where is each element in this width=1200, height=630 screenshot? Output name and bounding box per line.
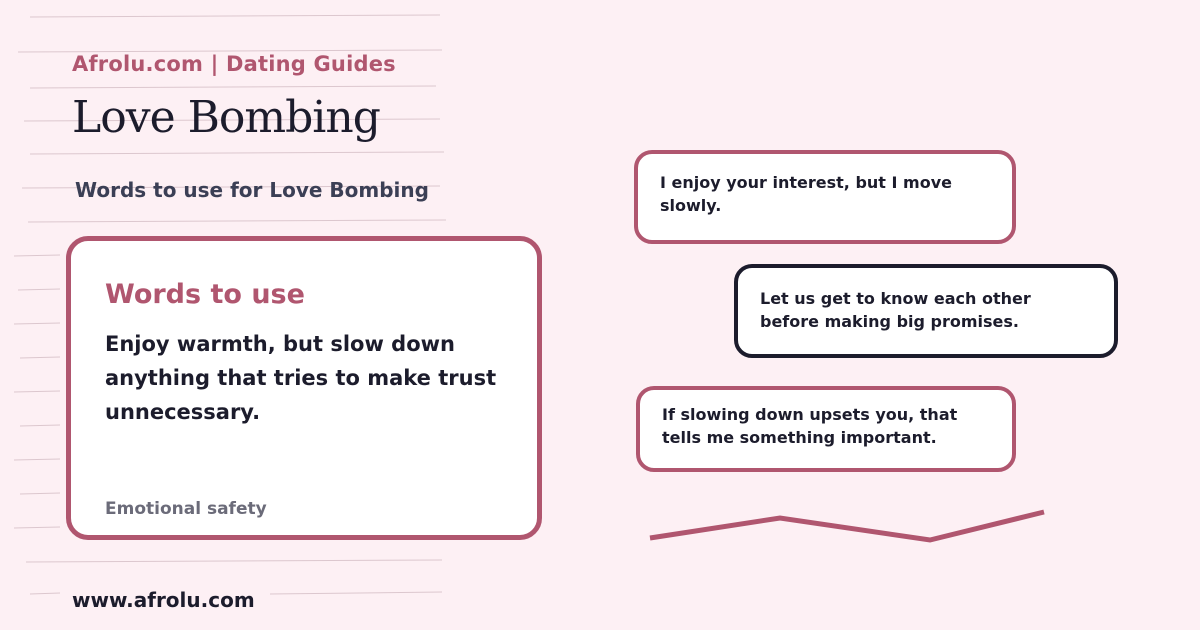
chat-bubble-text: If slowing down upsets you, that tells me something important. [662, 405, 958, 447]
chat-bubble-text: Let us get to know each other before making big promises. [760, 289, 1031, 331]
decorative-zigzag [640, 500, 1060, 550]
card-body: Enjoy warmth, but slow down anything that tries to make trust unnecessary. [105, 332, 497, 424]
website-url: www.afrolu.com [72, 588, 255, 612]
chat-bubble [634, 150, 1016, 244]
chat-bubble [734, 264, 1118, 358]
brand-title: Afrolu.com | Dating Guides [72, 52, 396, 76]
chat-bubble [636, 386, 1016, 472]
card-heading: Words to use [105, 279, 305, 310]
page-subtitle: Words to use for Love Bombing [75, 178, 429, 202]
page-title: Love Bombing [72, 92, 380, 143]
chat-bubble-text: I enjoy your interest, but I move slowly. [660, 173, 952, 215]
words-card [66, 236, 542, 540]
card-footer-label: Emotional safety [105, 499, 267, 519]
